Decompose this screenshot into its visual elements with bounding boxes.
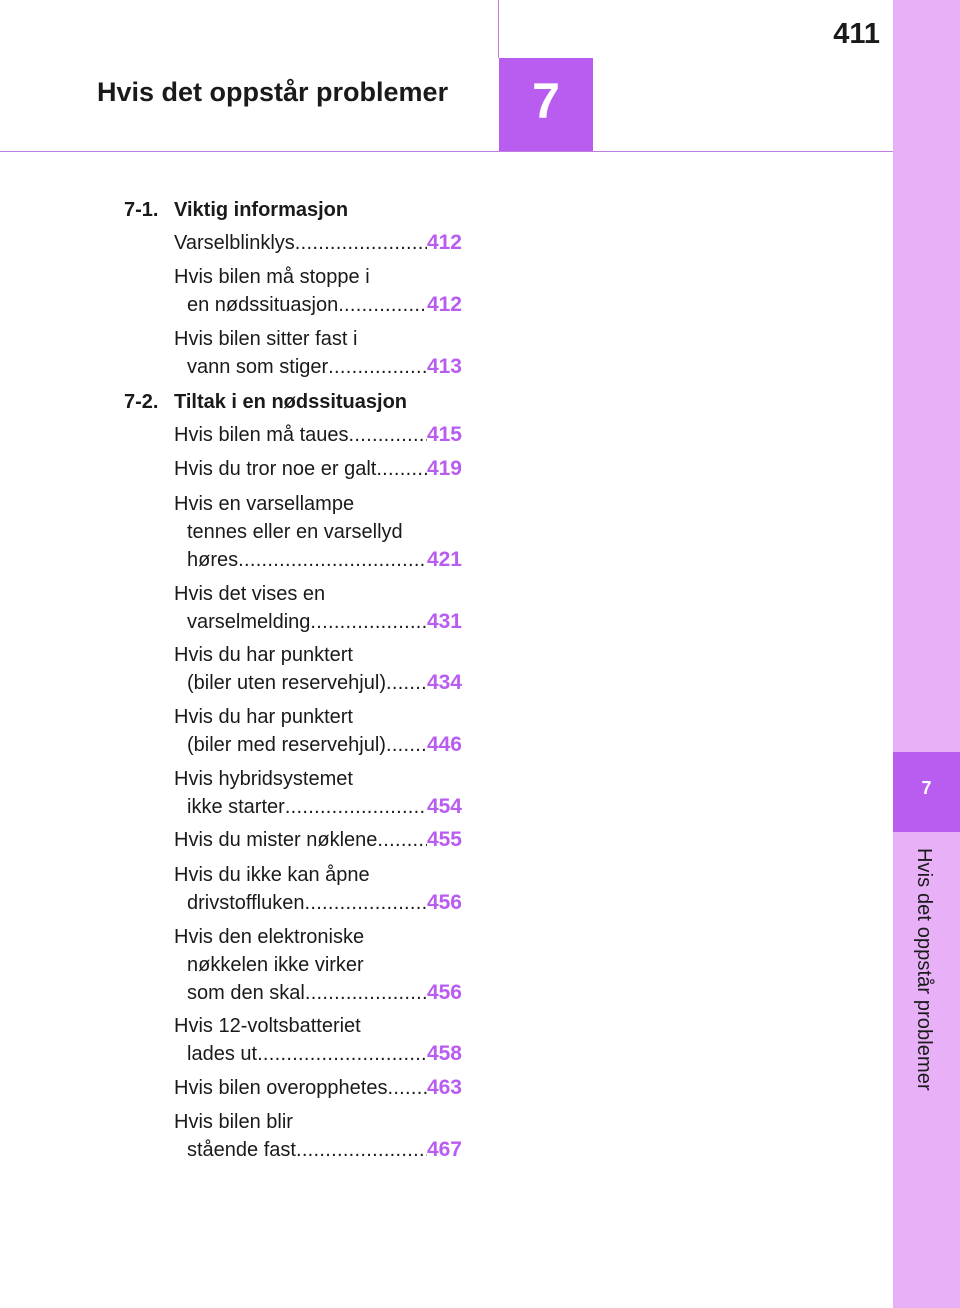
dot-leader	[338, 291, 427, 319]
entry-text: Hvis bilen sitter fast i	[174, 328, 358, 350]
toc-entry[interactable]	[174, 421, 462, 449]
section-title: Viktig informasjon	[174, 199, 349, 221]
dot-leader	[349, 421, 427, 449]
toc-entry[interactable]	[174, 580, 462, 636]
entry-text: (biler med reservehjul)	[187, 734, 386, 756]
entry-text: Hvis bilen må taues	[174, 424, 349, 446]
page-number: 411	[833, 18, 880, 50]
side-strip	[893, 0, 960, 1308]
page-link[interactable]: 412	[426, 231, 462, 254]
page-link[interactable]: 455	[426, 828, 462, 851]
page-link[interactable]: 413	[426, 355, 462, 378]
entry-text: tennes eller en varsellyd	[187, 521, 403, 543]
page-link[interactable]: 446	[426, 733, 462, 756]
page-link[interactable]: 431	[426, 610, 462, 633]
dot-leader	[305, 979, 427, 1007]
entry-text: Hvis 12-voltsbatteriet	[174, 1015, 361, 1037]
header-divider-vertical	[498, 0, 499, 58]
page-link[interactable]: 412	[426, 293, 462, 316]
toc-entry[interactable]	[174, 229, 462, 257]
dot-leader	[310, 608, 427, 636]
page-title: Hvis det oppstår problemer	[97, 77, 449, 107]
entry-text: Hvis det vises en	[174, 583, 326, 605]
dot-leader	[328, 353, 427, 381]
entry-text: lades ut	[187, 1043, 258, 1065]
page-link[interactable]: 467	[426, 1138, 462, 1161]
entry-text: nøkkelen ikke virker	[187, 954, 364, 976]
toc-entry[interactable]	[174, 490, 462, 574]
entry-text: Hvis du har punktert	[174, 644, 353, 666]
dot-leader	[304, 889, 426, 917]
page-link[interactable]: 454	[426, 795, 462, 818]
toc-entry[interactable]	[174, 923, 462, 1007]
toc-entry[interactable]	[174, 861, 462, 917]
page-link[interactable]: 463	[426, 1076, 462, 1099]
chapter-number: 7	[532, 73, 560, 129]
header-divider	[0, 151, 893, 152]
side-chapter-label: Hvis det oppstår problemer	[913, 848, 935, 1091]
entry-text: Hvis bilen overopphetes	[174, 1077, 388, 1099]
entry-text: Hvis du har punktert	[174, 706, 353, 728]
entry-text: Hvis bilen blir	[174, 1111, 293, 1133]
page-link[interactable]: 456	[426, 981, 462, 1004]
toc-entry[interactable]	[174, 455, 462, 483]
toc-entry[interactable]	[174, 1074, 462, 1102]
dot-leader	[296, 1136, 427, 1164]
page-link[interactable]: 458	[426, 1042, 462, 1065]
toc-entry[interactable]	[174, 1012, 462, 1068]
dot-leader	[295, 229, 427, 257]
page-link[interactable]: 456	[426, 891, 462, 914]
dot-leader	[387, 1074, 426, 1102]
entry-text: stående fast	[187, 1139, 296, 1161]
toc-entry[interactable]	[174, 325, 462, 381]
entry-text: Hvis du tror noe er galt	[174, 458, 377, 480]
dot-leader	[257, 1040, 427, 1068]
dot-leader	[377, 826, 427, 854]
page-link[interactable]: 421	[426, 548, 462, 571]
dot-leader	[376, 455, 427, 483]
entry-text: Hvis bilen må stoppe i	[174, 266, 370, 288]
section-title: Tiltak i en nødssituasjon	[174, 391, 408, 413]
page-link[interactable]: 415	[426, 423, 462, 446]
entry-text: Hvis du mister nøklene	[174, 829, 378, 851]
entry-text: vann som stiger	[187, 356, 329, 378]
toc-section-7-1	[124, 196, 348, 224]
entry-text: Hvis hybridsystemet	[174, 768, 353, 790]
entry-text: ikke starter	[187, 796, 285, 818]
toc-section-7-2	[124, 388, 407, 416]
toc-entry[interactable]	[174, 765, 462, 821]
dot-leader	[386, 669, 427, 697]
entry-text: Hvis en varsellampe	[174, 493, 355, 515]
dot-leader	[285, 793, 427, 821]
toc-entry[interactable]	[174, 826, 462, 854]
entry-text: Varselblinklys	[174, 232, 295, 254]
toc-entry[interactable]	[174, 703, 462, 759]
section-number: 7-2.	[124, 391, 159, 413]
entry-text: Hvis du ikke kan åpne	[174, 864, 370, 886]
dot-leader	[238, 546, 427, 574]
entry-text: varselmelding	[187, 611, 311, 633]
entry-text: Hvis den elektroniske	[174, 926, 365, 948]
toc-entry[interactable]	[174, 641, 462, 697]
entry-text: en nødssituasjon	[187, 294, 339, 316]
entry-text: drivstoffluken	[187, 892, 305, 914]
entry-text: som den skal	[187, 982, 305, 1004]
toc-entry[interactable]	[174, 1108, 462, 1164]
section-number: 7-1.	[124, 199, 159, 221]
entry-text: (biler uten reservehjul)	[187, 672, 386, 694]
page-link[interactable]: 419	[426, 457, 462, 480]
side-chapter-number: 7	[921, 778, 932, 798]
dot-leader	[386, 731, 427, 759]
toc-entry[interactable]	[174, 263, 462, 319]
entry-text: høres	[187, 549, 239, 571]
page-link[interactable]: 434	[426, 671, 462, 694]
